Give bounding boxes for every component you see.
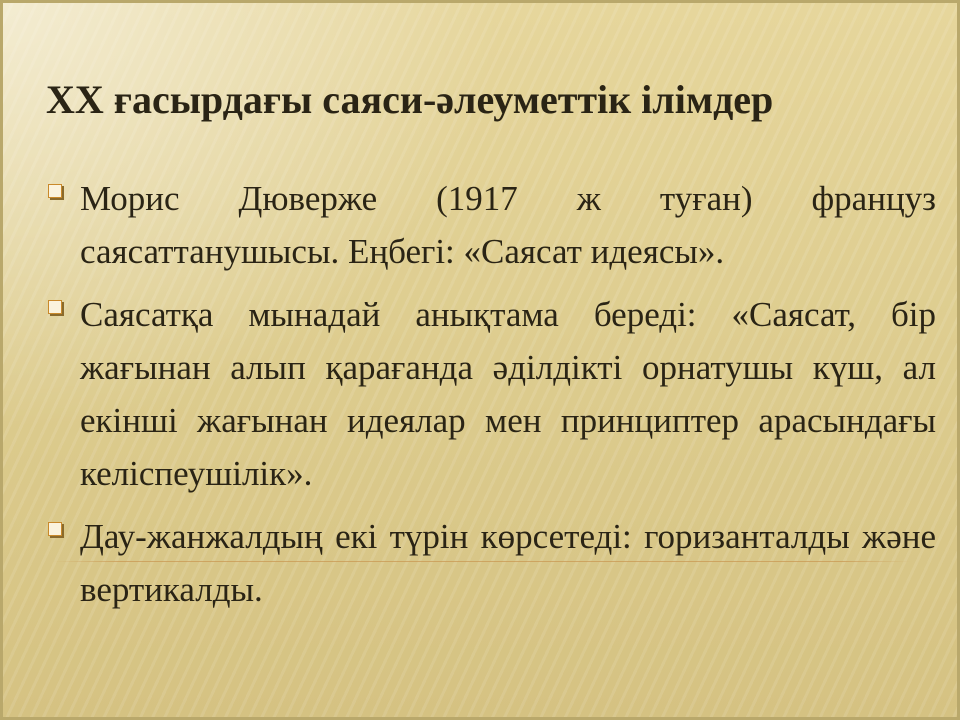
slide-title: XX ғасырдағы саяси-әлеуметтік ілімдер bbox=[46, 77, 774, 122]
square-bullet-icon bbox=[48, 184, 62, 198]
square-bullet-icon bbox=[48, 300, 62, 314]
square-bullet-icon bbox=[48, 522, 62, 536]
bullet-text: Дау-жанжалдың екі түрін көрсетеді: горизанталды және вертикалды. bbox=[80, 517, 936, 609]
bullet-text: Морис Дюверже (1917 ж туған) француз саясаттанушысы. Еңбегі: «Саясат идеясы». bbox=[80, 179, 936, 271]
bullet-text: Саясатқа мынадай анықтама береді: «Саясат, бір жағынан алып қарағанда әділдікті орнатушы күш, ал екінші жағынан идеялар мен принциптер арасындағы келіспеушілік». bbox=[80, 295, 936, 493]
bullet-item bbox=[46, 288, 936, 500]
bullet-item bbox=[46, 172, 936, 278]
bullet-item bbox=[46, 510, 936, 616]
bullet-list bbox=[46, 172, 936, 626]
